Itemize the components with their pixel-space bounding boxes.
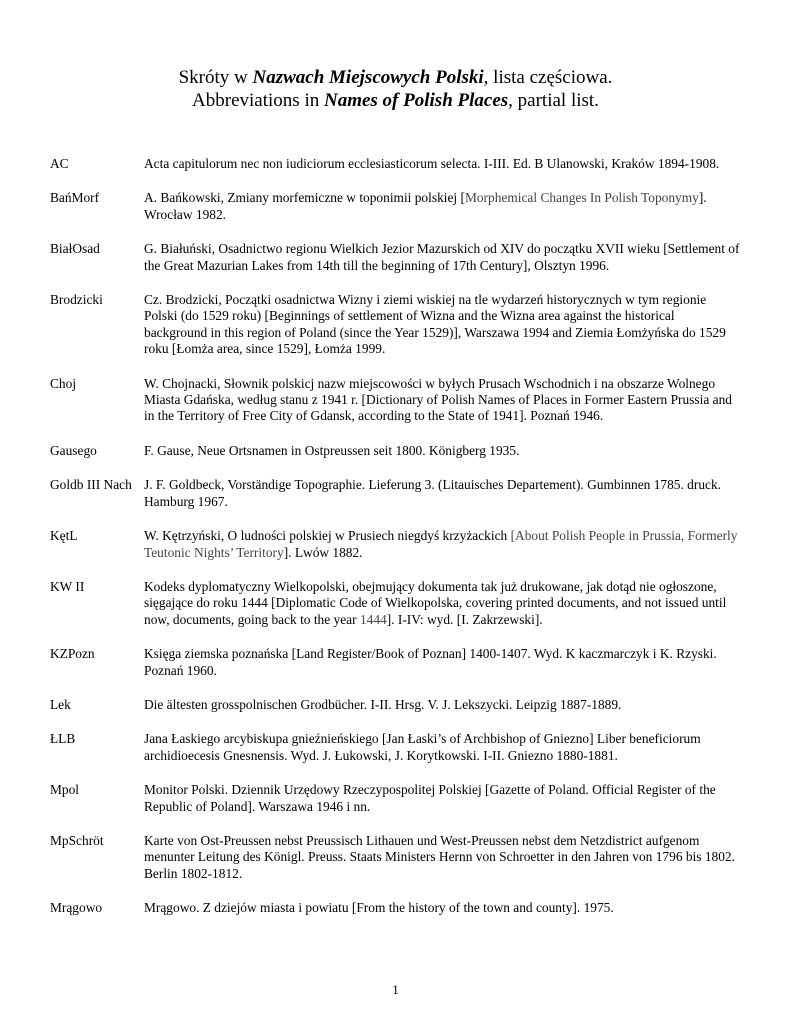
entry-abbreviation: AC xyxy=(50,156,69,171)
entry-text-translation: Morphemical Changes In Polish Toponymy xyxy=(464,190,699,206)
entry-description: Jana Łaskiego arcybiskupa gnieźnieńskiego [Jan Łaski’s of Archbishop of Gniezno] Liber beneficiorum archidioecesis Gnesnensis. Wyd. J. Łukowski, J. Korytkowski. I-II. Gniezno 1880-1881. xyxy=(144,731,701,763)
entry-description: Die ältesten grosspolnischen Grodbücher. I-II. Hrsg. V. J. Lekszycki. Leipzig 1887-1889. xyxy=(144,696,622,712)
entry-abbreviation: Gausego xyxy=(50,442,97,458)
entry-description xyxy=(144,190,740,223)
entry-bialosad xyxy=(50,241,740,274)
page-number: 1 xyxy=(392,982,399,997)
entry-ac xyxy=(50,156,740,172)
entry-text-year: 1444 xyxy=(359,611,387,627)
entry-description xyxy=(144,528,740,561)
title-english-post: , partial list. xyxy=(508,90,599,111)
entry-brodzicki xyxy=(50,292,740,358)
entry-abbreviation: BiałOsad xyxy=(50,241,100,257)
entry-ketl xyxy=(50,528,740,561)
title-english-pre: Abbreviations in xyxy=(192,90,324,111)
entry-description: W. Chojnacki, Słownik polskicj nazw miejscowości w byłych Prusach Wschodnich i na obszarze Wolnego Miasta Gdańska, według stanu z 1941 r. [Dictionary of Polish Names of Places in Former Eastern Prussia and in the Territory of Free City of Gdansk, according to the State of 1941]. Poznań 1946. xyxy=(144,375,732,424)
entry-description xyxy=(144,579,740,628)
entry-text-part: ]. Lwów 1882. xyxy=(283,544,363,560)
abbreviation-list xyxy=(50,156,740,917)
entry-goldb xyxy=(50,477,740,510)
title-polish xyxy=(0,67,791,89)
entry-description: G. Białuński, Osadnictwo regionu Wielkich Jezior Mazurskich od XIV do początku XVII wieku [Settlement of the Great Mazurian Lakes from 14th till the beginning of 17th Century], Olsztyn 1996. xyxy=(144,241,740,273)
entry-kzpozn xyxy=(50,646,740,679)
entry-abbreviation: Brodzicki xyxy=(50,292,103,308)
entry-description: Monitor Polski. Dziennik Urzędowy Rzeczypospolitej Polskiej [Gazette of Poland. Official Register of the Republic of Poland]. Warszawa 1946 i nn. xyxy=(144,782,716,814)
entry-description: Cz. Brodzicki, Początki osadnictwa Wizny i ziemi wiskiej na tle wydarzeń historycznych w tym regionie Polski (do 1529 roku) [Beginnings of settlement of Wizna and the Wizna area against the historical background in this region of Poland (since the Year 1529)], Warszawa 1994 and Ziemia Łomżyńska do 1529 roku [Łomża area, since 1529], Łomża 1999. xyxy=(144,292,726,357)
entry-mragowo xyxy=(50,900,740,916)
title-english-book: Names of Polish Places xyxy=(323,90,509,111)
entry-abbreviation: KW II xyxy=(50,578,85,594)
entry-description: Księga ziemska poznańska [Land Register/Book of Poznan] 1400-1407. Wyd. K kaczmarczyk i K. Rzyski. Poznań 1960. xyxy=(144,646,717,678)
entry-abbreviation: BańMorf xyxy=(50,190,100,206)
entry-abbreviation: Lek xyxy=(50,696,71,712)
entry-abbreviation: KętL xyxy=(50,528,78,544)
entry-description: J. F. Goldbeck, Vorständige Topographie. Lieferung 3. (Litauisches Departement). Gumbinnen 1785. druck. Hamburg 1967. xyxy=(144,477,722,509)
entry-abbreviation: Choj xyxy=(50,375,77,391)
entry-mpschrot xyxy=(50,833,740,882)
entry-text-part: ]. Wrocław 1982. xyxy=(144,190,707,222)
entry-description: Karte von Ost-Preussen nebst Preussisch Lithauen und West-Preussen nebst dem Netzdistrict aufgenom menunter Leitung des Königl. Preuss. Staats Ministers Hernn von Schroetter in den Jahren von 1796 bis 1802. Berlin 1802-1812. xyxy=(144,832,735,881)
entry-kw-ii xyxy=(50,579,740,628)
entry-text-part: Kodeks dyplomatyczny Wielkopolski, obejmujący dokumenta tak już drukowane, jak dotąd nie ogłoszone, sięgające do roku 1444 [Diplomatic Code of Wielkopolska, covering printed documents, and not issued until now, documents, going back to the year xyxy=(144,578,727,627)
entry-abbreviation: MpSchröt xyxy=(50,832,104,848)
entry-abbreviation: Goldb III Nach xyxy=(50,477,132,493)
entry-abbreviation: Mpol xyxy=(50,782,80,798)
entry-text-translation: [About Polish People in Prussia, Formerly Teutonic Nights’ Territory xyxy=(144,528,738,560)
entry-description: F. Gause, Neue Ortsnamen in Ostpreussen seit 1800. Königberg 1935. xyxy=(144,442,520,458)
title-english xyxy=(0,90,791,112)
entry-description: Acta capitulorum nec non iudiciorum ecclesiasticorum selecta. I-III. Ed. B Ulanowski, Kraków 1894-1908. xyxy=(144,156,720,171)
title-polish-post: , lista częściowa. xyxy=(483,67,613,88)
entry-banmorf xyxy=(50,190,740,223)
entry-lek xyxy=(50,697,740,713)
entry-gausego xyxy=(50,443,740,459)
entry-text-part: A. Bańkowski, Zmiany morfemiczne w toponimii polskiej [ xyxy=(144,190,465,206)
entry-text-part: ]. I-IV: wyd. [I. Zakrzewski]. xyxy=(386,611,543,627)
entry-abbreviation: Mrągowo xyxy=(50,900,103,916)
entry-mpol xyxy=(50,782,740,815)
entry-llb xyxy=(50,731,740,764)
entry-description: Mrągowo. Z dziejów miasta i powiatu [From the history of the town and county]. 1975. xyxy=(144,900,614,916)
entry-abbreviation: ŁLB xyxy=(50,731,76,747)
title-polish-pre: Skróty w xyxy=(178,67,253,88)
entry-abbreviation: KZPozn xyxy=(50,646,95,662)
entry-choj xyxy=(50,376,740,425)
entry-text-part: W. Kętrzyński, O ludności polskiej w Prusiech niegdyś krzyżackich xyxy=(144,528,511,544)
title-polish-book: Nazwach Miejscowych Polski xyxy=(252,67,484,88)
